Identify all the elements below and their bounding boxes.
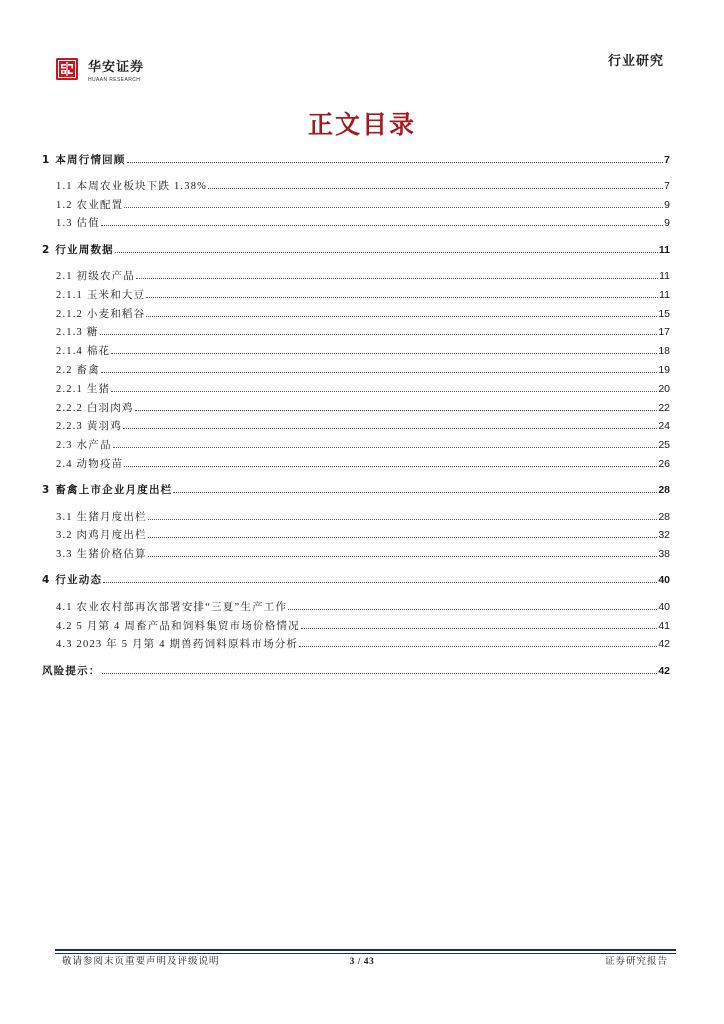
toc-entry-page-number: 7	[664, 179, 670, 192]
toc-entry-page-number: 18	[658, 345, 670, 358]
toc-entry-page-number: 22	[658, 401, 670, 414]
footer-rule-thin	[55, 953, 676, 954]
toc-entry-page-number: 32	[658, 529, 670, 542]
dot-leader	[100, 334, 658, 335]
toc-entry-page-number: 42	[658, 664, 670, 677]
dot-leader	[124, 207, 663, 208]
toc-entry-page-number: 42	[658, 638, 670, 651]
toc-entry-page-number: 40	[658, 600, 670, 613]
toc-entry-label: 4.2 5 月第 4 周畜产品和饲料集贸市场价格情况	[56, 620, 300, 632]
toc-entry-page-number: 24	[658, 420, 670, 433]
toc-entry-page-number: 25	[658, 439, 670, 452]
toc-subsubsection[interactable]	[42, 399, 670, 418]
company-logo	[56, 58, 144, 84]
report-category: 行业研究	[607, 54, 664, 69]
dot-leader	[146, 297, 658, 298]
dot-leader	[102, 673, 658, 674]
dot-leader	[135, 410, 658, 411]
toc-entry-label: 2.1.1 玉米和大豆	[56, 289, 146, 301]
toc-section[interactable]	[42, 564, 670, 598]
toc-entry-page-number: 26	[658, 457, 670, 470]
toc-entry-label: 3.3 生猪价格估算	[56, 549, 147, 561]
dot-leader	[103, 582, 657, 583]
dot-leader	[115, 252, 658, 253]
toc-entry-label: 2.2.1 生猪	[56, 383, 111, 395]
toc-subsection[interactable]	[42, 361, 670, 380]
toc-section[interactable]	[42, 474, 670, 508]
toc-entry-label: 2.1 初级农产品	[56, 270, 136, 282]
toc-entry-label: 2.2.3 黄羽鸡	[56, 421, 122, 433]
dot-leader	[101, 225, 663, 226]
toc-subsection[interactable]	[42, 635, 670, 654]
toc-entry-label: 风险提示：	[42, 664, 101, 677]
toc-entry-label: 2 行业周数据	[42, 243, 114, 256]
toc-subsubsection[interactable]	[42, 380, 670, 399]
toc-subsubsection[interactable]	[42, 305, 670, 324]
toc-entry-label: 2.1.4 棉花	[56, 346, 111, 358]
dot-leader	[288, 609, 657, 610]
logo-text	[88, 61, 144, 84]
toc-subsection[interactable]	[42, 267, 670, 286]
page-title: 正文目录	[307, 110, 416, 139]
toc-entry-page-number: 9	[664, 198, 670, 211]
footer-disclaimer: 敬请参阅末页重要声明及评级说明	[62, 956, 220, 967]
toc-subsection[interactable]	[42, 508, 670, 527]
toc-entry-page-number: 11	[659, 269, 670, 282]
toc-entry-page-number: 38	[658, 548, 670, 561]
toc-entry-label: 4 行业动态	[42, 574, 103, 587]
toc-entry-label: 2.1.3 糖	[56, 327, 99, 339]
toc-entry-label: 2.4 动物疫苗	[56, 458, 124, 470]
toc-entry-page-number: 17	[658, 326, 670, 339]
dot-leader	[173, 492, 657, 493]
toc-entry-label: 4.3 2023 年 5 月第 4 期兽药饲料原料市场分析	[56, 639, 299, 651]
toc-entry-page-number: 28	[658, 484, 670, 497]
toc-entry-page-number: 15	[658, 307, 670, 320]
dot-leader	[124, 466, 657, 467]
toc-subsection[interactable]	[42, 455, 670, 474]
dot-leader	[146, 316, 657, 317]
toc-entry-page-number: 11	[658, 243, 670, 256]
page-number: 3 / 43	[349, 957, 375, 967]
toc-entry-page-number: 40	[658, 574, 670, 587]
dot-leader	[127, 162, 664, 163]
footer-rule	[55, 949, 676, 951]
toc-section[interactable]	[42, 143, 670, 177]
toc-entry-page-number: 9	[664, 217, 670, 230]
toc-entry-label: 3 畜禽上市企业月度出栏	[42, 484, 173, 497]
dot-leader	[148, 519, 658, 520]
toc-entry-page-number: 41	[658, 619, 670, 632]
toc-entry-label: 3.1 生猪月度出栏	[56, 511, 147, 523]
toc-entry-label: 3.2 肉鸡月度出栏	[56, 530, 147, 542]
toc-subsubsection[interactable]	[42, 417, 670, 436]
toc-subsubsection[interactable]	[42, 286, 670, 305]
toc-entry-page-number: 28	[658, 510, 670, 523]
dot-leader	[148, 537, 658, 538]
dot-leader	[113, 447, 658, 448]
toc-section[interactable]	[42, 233, 670, 267]
toc-subsection[interactable]	[42, 214, 670, 233]
company-tagline: HUAAN RESEARCH	[88, 77, 141, 83]
toc-subsubsection[interactable]	[42, 342, 670, 361]
toc-entry-label: 2.1.2 小麦和稻谷	[56, 308, 146, 320]
toc-entry-label: 2.2.2 白羽肉鸡	[56, 402, 134, 414]
toc-entry-label: 1.1 本周农业板块下跌 1.38%	[56, 180, 208, 192]
toc-list	[42, 143, 670, 688]
toc-subsection[interactable]	[42, 196, 670, 215]
toc-entry-label: 4.1 农业农村部再次部署安排“三夏”生产工作	[56, 601, 288, 613]
toc-entry-label: 1 本周行情回顾	[42, 153, 126, 166]
dot-leader	[301, 628, 657, 629]
dot-leader	[101, 372, 657, 373]
toc-subsection[interactable]	[42, 617, 670, 636]
dot-leader	[299, 646, 657, 647]
company-name: 华安证券	[88, 60, 145, 75]
huaan-securities-seal-icon	[56, 58, 78, 80]
toc-entry-page-number: 19	[658, 363, 670, 376]
toc-entry-label: 1.3 估值	[56, 218, 100, 230]
toc-entry-page-number: 20	[658, 382, 670, 395]
toc-entry-page-number: 11	[659, 288, 670, 301]
dot-leader	[136, 278, 658, 279]
toc-subsubsection[interactable]	[42, 323, 670, 342]
dot-leader	[148, 556, 658, 557]
toc-subsection[interactable]	[42, 436, 670, 455]
toc-subsection[interactable]	[42, 177, 670, 196]
toc-entry-label: 1.2 农业配置	[56, 199, 124, 211]
dot-leader	[123, 428, 657, 429]
dot-leader	[111, 353, 657, 354]
dot-leader	[208, 188, 663, 189]
toc-entry-label: 2.3 水产品	[56, 440, 112, 452]
toc-subsection[interactable]	[42, 598, 670, 617]
toc-section[interactable]	[42, 654, 670, 688]
toc-entry-page-number: 7	[664, 153, 670, 166]
toc-subsection[interactable]	[42, 526, 670, 545]
toc-entry-label: 2.2 畜禽	[56, 364, 100, 376]
report-type: 证券研究报告	[604, 956, 668, 967]
dot-leader	[111, 391, 657, 392]
toc-subsection[interactable]	[42, 545, 670, 564]
